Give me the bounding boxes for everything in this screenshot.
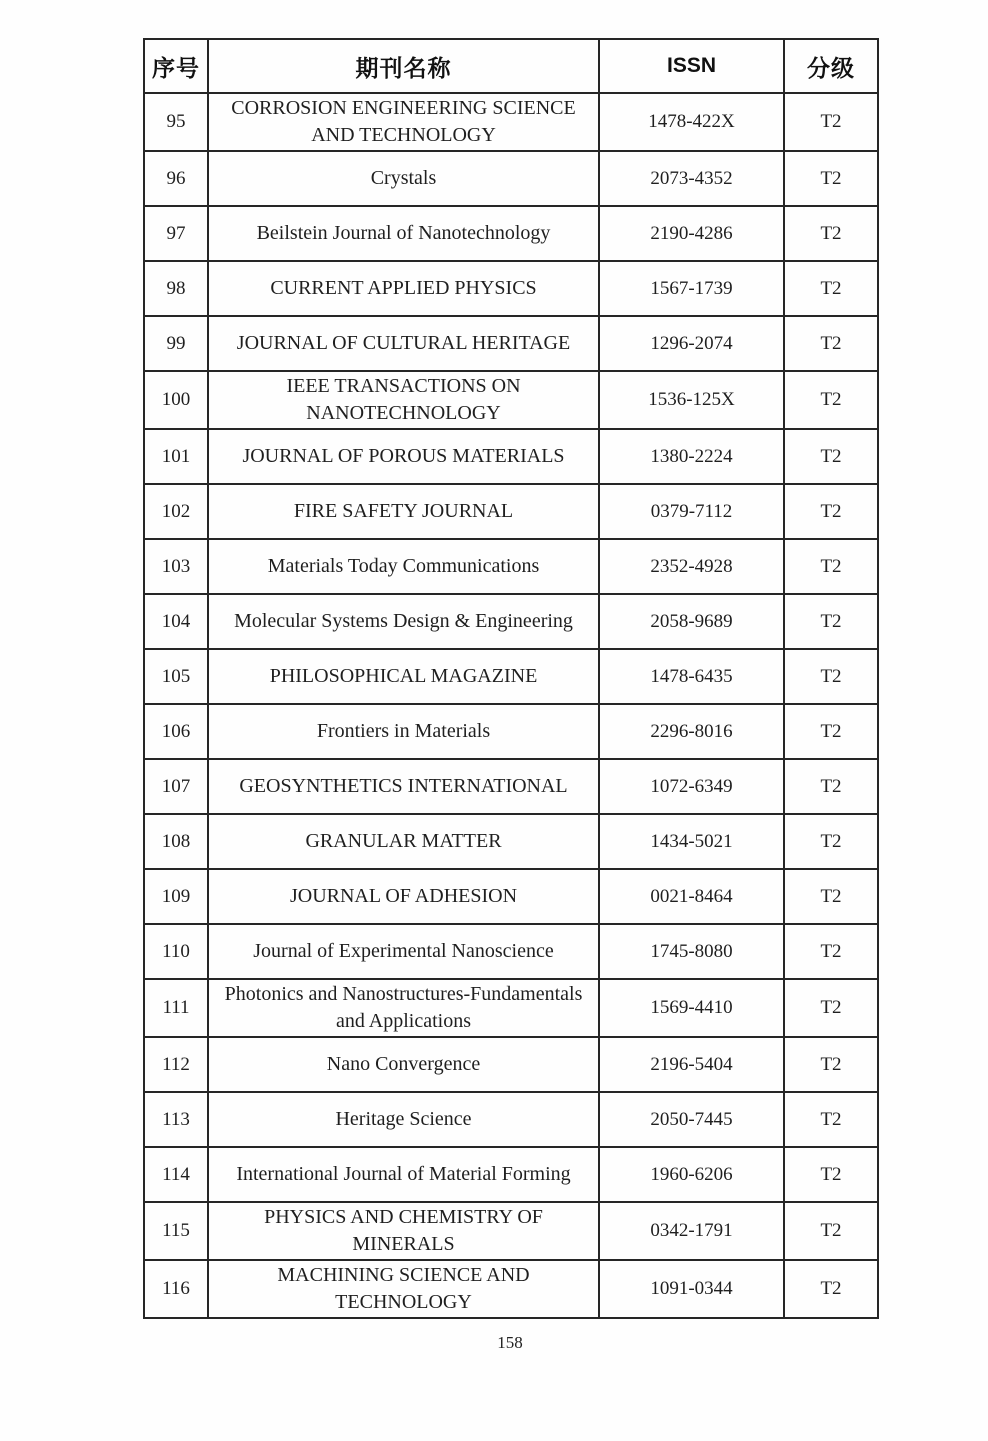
cell-journal-name: CURRENT APPLIED PHYSICS <box>208 261 599 316</box>
cell-issn: 1434-5021 <box>599 814 784 869</box>
cell-serial-number: 105 <box>144 649 208 704</box>
header-journal-name: 期刊名称 <box>208 39 599 93</box>
cell-journal-name: Crystals <box>208 151 599 206</box>
table-row <box>144 539 878 594</box>
table-row <box>144 484 878 539</box>
cell-journal-name: Molecular Systems Design & Engineering <box>208 594 599 649</box>
cell-journal-name: CORROSION ENGINEERING SCIENCE AND TECHNOLOGY <box>208 93 599 151</box>
cell-journal-name: Nano Convergence <box>208 1037 599 1092</box>
table-header-row <box>144 39 878 93</box>
table-row <box>144 371 878 429</box>
cell-journal-name: Frontiers in Materials <box>208 704 599 759</box>
cell-journal-name: International Journal of Material Forming <box>208 1147 599 1202</box>
cell-serial-number: 106 <box>144 704 208 759</box>
cell-serial-number: 100 <box>144 371 208 429</box>
cell-serial-number: 109 <box>144 869 208 924</box>
cell-serial-number: 104 <box>144 594 208 649</box>
cell-grade: T2 <box>784 429 878 484</box>
cell-grade: T2 <box>784 539 878 594</box>
cell-issn: 0021-8464 <box>599 869 784 924</box>
cell-journal-name: PHILOSOPHICAL MAGAZINE <box>208 649 599 704</box>
table-row <box>144 869 878 924</box>
cell-grade: T2 <box>784 869 878 924</box>
cell-grade: T2 <box>784 594 878 649</box>
cell-issn: 2050-7445 <box>599 1092 784 1147</box>
cell-serial-number: 101 <box>144 429 208 484</box>
cell-issn: 2296-8016 <box>599 704 784 759</box>
cell-grade: T2 <box>784 1260 878 1318</box>
cell-grade: T2 <box>784 206 878 261</box>
cell-issn: 2196-5404 <box>599 1037 784 1092</box>
cell-grade: T2 <box>784 649 878 704</box>
table-row <box>144 1092 878 1147</box>
cell-grade: T2 <box>784 759 878 814</box>
cell-issn: 1567-1739 <box>599 261 784 316</box>
cell-journal-name: IEEE TRANSACTIONS ON NANOTECHNOLOGY <box>208 371 599 429</box>
table-row <box>144 759 878 814</box>
cell-journal-name: MACHINING SCIENCE AND TECHNOLOGY <box>208 1260 599 1318</box>
cell-serial-number: 103 <box>144 539 208 594</box>
table-row <box>144 814 878 869</box>
header-serial-number: 序号 <box>144 39 208 93</box>
cell-journal-name: Beilstein Journal of Nanotechnology <box>208 206 599 261</box>
cell-issn: 1380-2224 <box>599 429 784 484</box>
cell-grade: T2 <box>784 1147 878 1202</box>
cell-issn: 2190-4286 <box>599 206 784 261</box>
cell-journal-name: GRANULAR MATTER <box>208 814 599 869</box>
table-row <box>144 979 878 1037</box>
cell-issn: 1296-2074 <box>599 316 784 371</box>
cell-journal-name: Materials Today Communications <box>208 539 599 594</box>
cell-issn: 2058-9689 <box>599 594 784 649</box>
cell-serial-number: 102 <box>144 484 208 539</box>
cell-grade: T2 <box>784 1037 878 1092</box>
cell-serial-number: 114 <box>144 1147 208 1202</box>
cell-serial-number: 97 <box>144 206 208 261</box>
cell-issn: 1478-422X <box>599 93 784 151</box>
cell-grade: T2 <box>784 704 878 759</box>
table-row <box>144 261 878 316</box>
journal-ranking-table <box>143 38 879 1319</box>
cell-journal-name: JOURNAL OF CULTURAL HERITAGE <box>208 316 599 371</box>
table-row <box>144 151 878 206</box>
cell-issn: 1536-125X <box>599 371 784 429</box>
table-row <box>144 594 878 649</box>
cell-grade: T2 <box>784 371 878 429</box>
cell-issn: 1960-6206 <box>599 1147 784 1202</box>
cell-grade: T2 <box>784 484 878 539</box>
cell-serial-number: 108 <box>144 814 208 869</box>
table-row <box>144 429 878 484</box>
table-row <box>144 316 878 371</box>
cell-serial-number: 115 <box>144 1202 208 1260</box>
cell-grade: T2 <box>784 814 878 869</box>
journal-table-body <box>144 93 878 1318</box>
cell-serial-number: 110 <box>144 924 208 979</box>
cell-journal-name: JOURNAL OF POROUS MATERIALS <box>208 429 599 484</box>
table-row <box>144 1037 878 1092</box>
cell-grade: T2 <box>784 151 878 206</box>
cell-serial-number: 113 <box>144 1092 208 1147</box>
cell-issn: 1569-4410 <box>599 979 784 1037</box>
table-row <box>144 93 878 151</box>
cell-journal-name: JOURNAL OF ADHESION <box>208 869 599 924</box>
cell-journal-name: PHYSICS AND CHEMISTRY OF MINERALS <box>208 1202 599 1260</box>
table-row <box>144 704 878 759</box>
header-grade: 分级 <box>784 39 878 93</box>
header-issn: ISSN <box>599 39 784 93</box>
cell-journal-name: FIRE SAFETY JOURNAL <box>208 484 599 539</box>
table-row <box>144 1147 878 1202</box>
cell-issn: 1091-0344 <box>599 1260 784 1318</box>
cell-journal-name: Heritage Science <box>208 1092 599 1147</box>
cell-grade: T2 <box>784 924 878 979</box>
cell-serial-number: 95 <box>144 93 208 151</box>
table-row <box>144 206 878 261</box>
cell-serial-number: 116 <box>144 1260 208 1318</box>
cell-grade: T2 <box>784 261 878 316</box>
cell-journal-name: Journal of Experimental Nanoscience <box>208 924 599 979</box>
cell-journal-name: Photonics and Nanostructures-Fundamentals and Applications <box>208 979 599 1037</box>
cell-issn: 1478-6435 <box>599 649 784 704</box>
cell-grade: T2 <box>784 316 878 371</box>
table-row <box>144 1260 878 1318</box>
cell-grade: T2 <box>784 1202 878 1260</box>
cell-serial-number: 107 <box>144 759 208 814</box>
cell-issn: 0379-7112 <box>599 484 784 539</box>
cell-grade: T2 <box>784 93 878 151</box>
table-row <box>144 924 878 979</box>
cell-issn: 0342-1791 <box>599 1202 784 1260</box>
cell-issn: 2352-4928 <box>599 539 784 594</box>
cell-issn: 1072-6349 <box>599 759 784 814</box>
page-number: 158 <box>497 1333 523 1352</box>
cell-grade: T2 <box>784 979 878 1037</box>
cell-serial-number: 112 <box>144 1037 208 1092</box>
cell-serial-number: 111 <box>144 979 208 1037</box>
cell-journal-name: GEOSYNTHETICS INTERNATIONAL <box>208 759 599 814</box>
table-row <box>144 1202 878 1260</box>
cell-serial-number: 96 <box>144 151 208 206</box>
cell-serial-number: 98 <box>144 261 208 316</box>
cell-issn: 2073-4352 <box>599 151 784 206</box>
cell-issn: 1745-8080 <box>599 924 784 979</box>
cell-serial-number: 99 <box>144 316 208 371</box>
table-row <box>144 649 878 704</box>
cell-grade: T2 <box>784 1092 878 1147</box>
